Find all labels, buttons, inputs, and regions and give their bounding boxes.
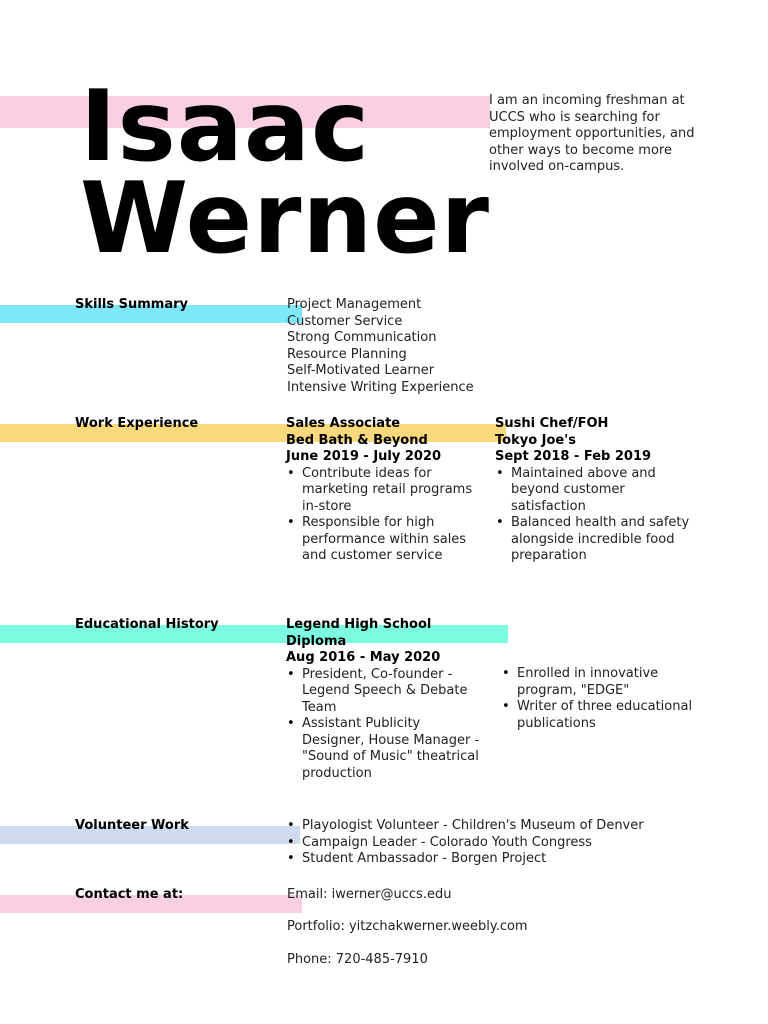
- job-dates: June 2019 - July 2020: [286, 449, 442, 464]
- intro-text: I am an incoming freshman at UCCS who is searching for employment opportunities, and other ways to become more involved on-campus.: [489, 93, 695, 174]
- school-name: Legend High School: [286, 617, 432, 632]
- contact-portfolio[interactable]: Portfolio: yitzchakwerner.weebly.com: [287, 919, 528, 934]
- volunteer-item: • Campaign Leader - Colorado Youth Congress: [302, 835, 706, 852]
- contact-phone[interactable]: Phone: 720-485-7910: [287, 952, 428, 967]
- education-extra-item: • Enrolled in innovative program, "EDGE": [517, 666, 701, 699]
- job-duty-item: • Contribute ideas for marketing retail programs in-store: [302, 466, 486, 516]
- skill-item: Project Management: [287, 297, 422, 312]
- education-extra-item: • Writer of three educational publications: [517, 699, 701, 732]
- job-entry: [495, 416, 695, 565]
- degree-name: Diploma: [286, 633, 347, 649]
- skill-item: Customer Service: [287, 313, 403, 329]
- education-activity-item: • President, Co-founder - Legend Speech & Debate Team: [302, 667, 486, 717]
- education-dates: Aug 2016 - May 2020: [286, 650, 441, 665]
- job-organization: Bed Bath & Beyond: [286, 432, 428, 448]
- skill-item: Self-Motivated Learner: [287, 363, 435, 378]
- job-duties-list: [495, 466, 695, 565]
- education-section-label: Educational History: [75, 617, 219, 632]
- volunteer-section-label: Volunteer Work: [75, 818, 189, 833]
- education-extra-list: [501, 666, 701, 732]
- job-duties-list: [286, 466, 486, 565]
- job-duty-item: • Balanced health and safety alongside incredible food preparation: [511, 515, 695, 565]
- education-activities-list: [286, 667, 486, 783]
- job-title: Sales Associate: [286, 416, 401, 431]
- education-activity-item: • Assistant Publicity Designer, House Manager - "Sound of Music" theatrical production: [302, 716, 486, 782]
- job-duty-item: • Maintained above and beyond customer satisfaction: [511, 466, 695, 516]
- skills-list: [287, 297, 474, 396]
- volunteer-item: • Student Ambassador - Borgen Project: [302, 851, 706, 868]
- skill-item: Intensive Writing Experience: [287, 379, 474, 395]
- job-dates: Sept 2018 - Feb 2019: [495, 449, 652, 464]
- volunteer-list: [286, 818, 706, 868]
- job-title: Sushi Chef/FOH: [495, 416, 609, 431]
- skill-item: Strong Communication: [287, 330, 437, 345]
- first-name-heading: Isaac: [80, 70, 371, 184]
- job-duty-item: • Responsible for high performance within sales and customer service: [302, 515, 486, 565]
- volunteer-item: • Playologist Volunteer - Children's Museum of Denver: [302, 818, 706, 835]
- education-extra: [501, 666, 701, 732]
- last-name-heading: Werner: [80, 162, 490, 276]
- job-organization: Tokyo Joe's: [495, 432, 576, 448]
- skills-section-label: Skills Summary: [75, 297, 189, 312]
- volunteer-entry: [286, 818, 706, 868]
- work-section-label: Work Experience: [75, 416, 199, 431]
- skill-item: Resource Planning: [287, 346, 407, 362]
- contact-section-label: Contact me at:: [75, 887, 184, 902]
- education-entry: [286, 617, 486, 782]
- contact-email[interactable]: Email: iwerner@uccs.edu: [287, 887, 452, 902]
- job-entry: [286, 416, 486, 565]
